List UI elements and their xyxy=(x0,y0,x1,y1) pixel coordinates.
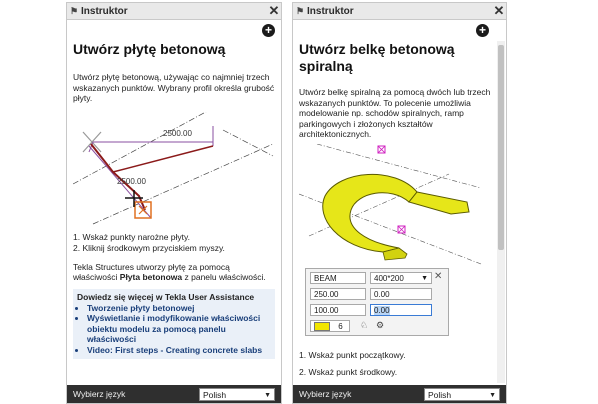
pin-icon[interactable]: ⚑ xyxy=(295,5,305,16)
construction-line xyxy=(223,130,273,156)
value-field-4[interactable]: 0.00 xyxy=(370,304,432,316)
link-video[interactable]: • Video: First steps - Creating concrete slabs xyxy=(87,345,271,356)
panel-content xyxy=(299,41,492,378)
learn-more-box xyxy=(73,289,275,360)
color-select[interactable]: 6 xyxy=(310,320,350,332)
chevron-down-icon: ▼ xyxy=(489,391,496,399)
learn-more-title: Dowiedz się więcej w Tekla User Assistance xyxy=(77,291,255,302)
chevron-down-icon: ▼ xyxy=(421,274,428,282)
properties-dialog xyxy=(305,268,449,336)
footer-bar xyxy=(67,385,281,403)
footer-bar xyxy=(293,385,506,403)
scrollbar[interactable] xyxy=(497,41,505,383)
panel-content xyxy=(73,41,275,359)
result-bold: Płyta betonowa xyxy=(119,272,183,282)
chevron-down-icon: ▼ xyxy=(264,391,271,399)
panel-titlebar xyxy=(67,3,281,20)
panel-title: Instruktor xyxy=(307,5,354,17)
slab-edge xyxy=(113,146,213,172)
value-field-2[interactable]: 0.00 xyxy=(370,288,432,300)
close-icon[interactable]: ✕ xyxy=(268,3,280,18)
description: Utwórz belkę spiralną za pomocą dwóch lub trzech wskazanych punktów. To polecenie umożliwia modelowanie np. schodów spiralnych, ramp parkingowych i złożonych kształtów architektonicznych. xyxy=(299,87,491,139)
close-icon[interactable]: ✕ xyxy=(493,3,505,18)
language-select[interactable]: Polish ▼ xyxy=(424,388,500,401)
close-small-icon[interactable]: ✕ xyxy=(434,270,443,282)
color-swatch xyxy=(314,322,330,331)
value-field-3[interactable]: 100.00 xyxy=(310,304,366,316)
language-label: Wybierz język xyxy=(73,389,126,399)
language-select[interactable]: Polish ▼ xyxy=(199,388,275,401)
add-icon[interactable]: + xyxy=(476,24,489,37)
page-title: Utwórz płytę betonową xyxy=(73,41,226,57)
profile-select[interactable]: 400*200 ▼ xyxy=(370,272,432,284)
scrollbar-thumb[interactable] xyxy=(498,45,504,250)
value-field-1[interactable]: 250.00 xyxy=(310,288,366,300)
paint-icon[interactable]: ♘ xyxy=(360,319,369,330)
dimension-label-left: 2500.00 xyxy=(117,176,146,186)
step-2: 2. Kliknij środkowym przyciskiem myszy. xyxy=(73,242,225,253)
slab-illustration xyxy=(73,112,275,232)
instruktor-panel-spiral-beam xyxy=(293,3,506,403)
page-title: Utwórz belkę betonową spiralną xyxy=(299,41,455,74)
result-text: Tekla Structures utworzy płytę za pomocą właściwości Płyta betonowa z panelu właściwości. xyxy=(73,261,266,282)
link-tworzenie-plyty[interactable]: • Tworzenie płyty betonowej xyxy=(87,303,271,314)
beam-body xyxy=(323,174,417,252)
add-icon[interactable]: + xyxy=(262,24,275,37)
step-2: 2. Wskaż punkt środkowy. xyxy=(299,366,398,377)
panel-title: Instruktor xyxy=(81,5,128,17)
dimension-label-top: 2500.00 xyxy=(163,128,192,138)
pin-icon[interactable]: ⚑ xyxy=(69,5,79,16)
profile-type-field[interactable]: BEAM xyxy=(310,272,366,284)
settings-icon[interactable]: ⚙ xyxy=(376,319,385,330)
step-1: 1. Wskaż punkt początkowy. xyxy=(299,349,406,360)
spiral-beam-illustration xyxy=(299,144,491,266)
panel-titlebar xyxy=(293,3,506,20)
language-label: Wybierz język xyxy=(299,389,352,399)
step-1: 1. Wskaż punkty narożne płyty. xyxy=(73,231,191,242)
instruktor-panel-slab xyxy=(67,3,281,403)
link-wlasciwosci[interactable]: • Wyświetlanie i modyfikowanie właściwości obiektu modelu za pomocą panelu właściwości xyxy=(87,313,271,345)
beam-top-arm xyxy=(409,192,469,214)
description: Utwórz płytę betonową, używając co najmniej trzech wskazanych punktów. Wybrany profil określa grubość płyty. xyxy=(73,72,275,103)
